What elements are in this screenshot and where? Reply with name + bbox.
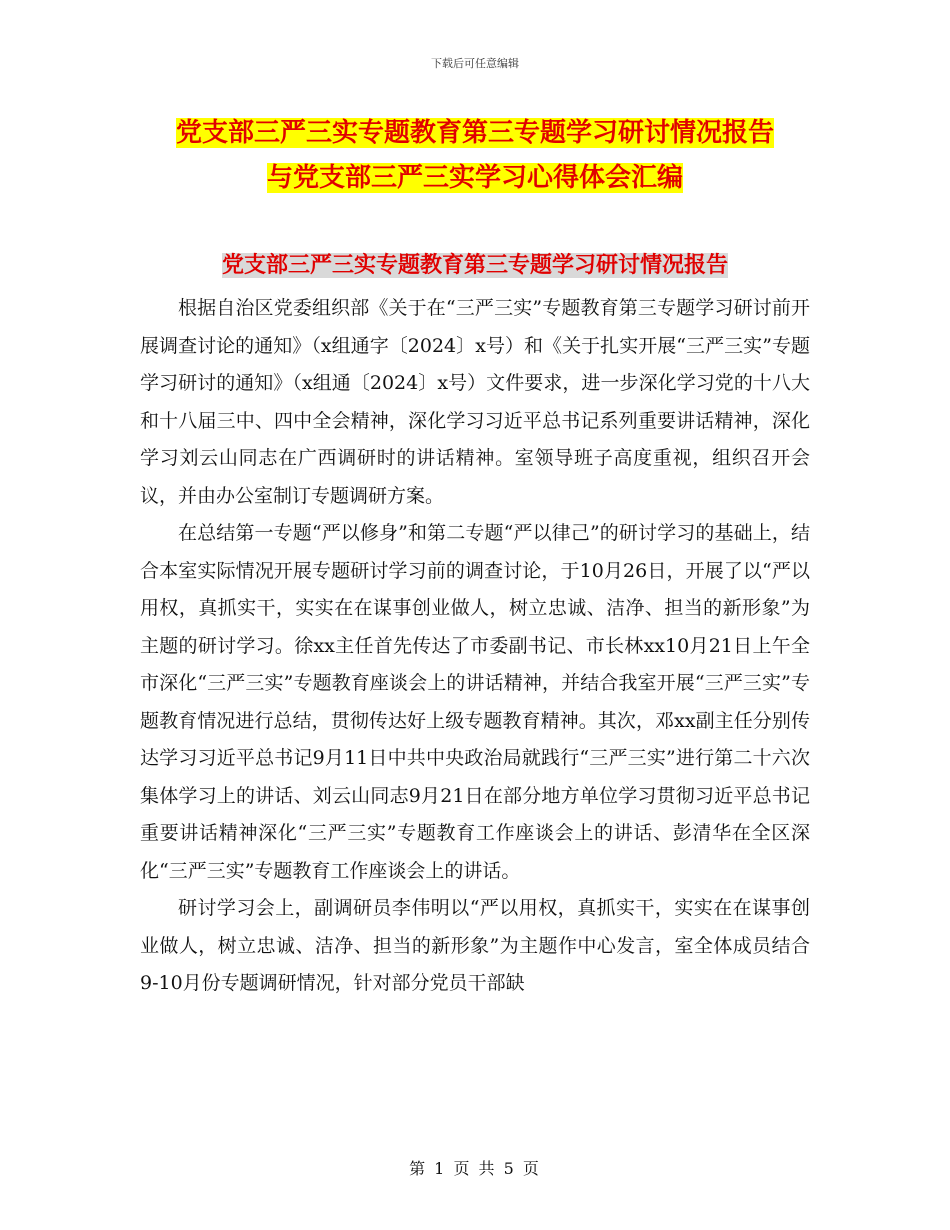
header-note: 下载后可任意编辑: [431, 57, 519, 70]
page-footer: 第 1 页 共 5 页: [409, 1159, 541, 1178]
section-title-text: 党支部三严三实专题教育第三专题学习研讨情况报告: [221, 253, 728, 278]
main-title-text-1: 党支部三严三实专题教育第三专题学习研讨情况报告: [175, 118, 774, 148]
paragraph-2: 在总结第一专题“严以修身”和第二专题“严以律己”的研讨学习的基础上，结合本室实际情况开展专题研讨学习前的调查讨论，于10月26日，开展了以“严以用权，真抓实干，实实在在谋事创业做人，树立忠诚、洁净、担当的新形象”为主题的研讨学习。徐xx主任首先传达了市委副书记、市长林xx10月21日上午全市深化“三严三实”专题教育座谈会上的讲话精神，并结合我室开展“三严三实”专题教育情况进行总结，贯彻传达好上级专题教育精神。其次，邓xx副主任分别传达学习习近平总书记9月11日中共中央政治局就践行“三严三实”进行第二十六次集体学习上的讲话、刘云山同志9月21日在部分地方单位学习贯彻习近平总书记重要讲话精神深化“三严三实”专题教育工作座谈会上的讲话、彭清华在全区深化“三严三实”专题教育工作座谈会上的讲话。: [140, 522, 810, 882]
paragraph-3: 研讨学习会上，副调研员李伟明以“严以用权，真抓实干，实实在在谋事创业做人，树立忠诚、洁净、担当的新形象”为主题作中心发言，室全体成员结合9-10月份专题调研情况，针对部分党员干部缺: [140, 897, 810, 994]
main-title-line-2: [0, 157, 950, 194]
paragraph-1: 根据自治区党委组织部《关于在“三严三实”专题教育第三专题学习研讨前开展调查讨论的通知》（x组通字〔2024〕x号）和《关于扎实开展“三严三实”专题学习研讨的通知》（x组通〔2024〕x号）文件要求，进一步深化学习党的十八大和十八届三中、四中全会精神，深化学习习近平总书记系列重要讲话精神，深化学习刘云山同志在广西调研时的讲话精神。室领导班子高度重视，组织召开会议，并由办公室制订专题调研方案。: [140, 297, 810, 507]
section-title: [0, 248, 950, 279]
main-title-line-1: [0, 112, 950, 149]
document-body: [140, 290, 810, 1003]
main-title-text-2: 与党支部三严三实学习心得体会汇编: [266, 163, 683, 193]
